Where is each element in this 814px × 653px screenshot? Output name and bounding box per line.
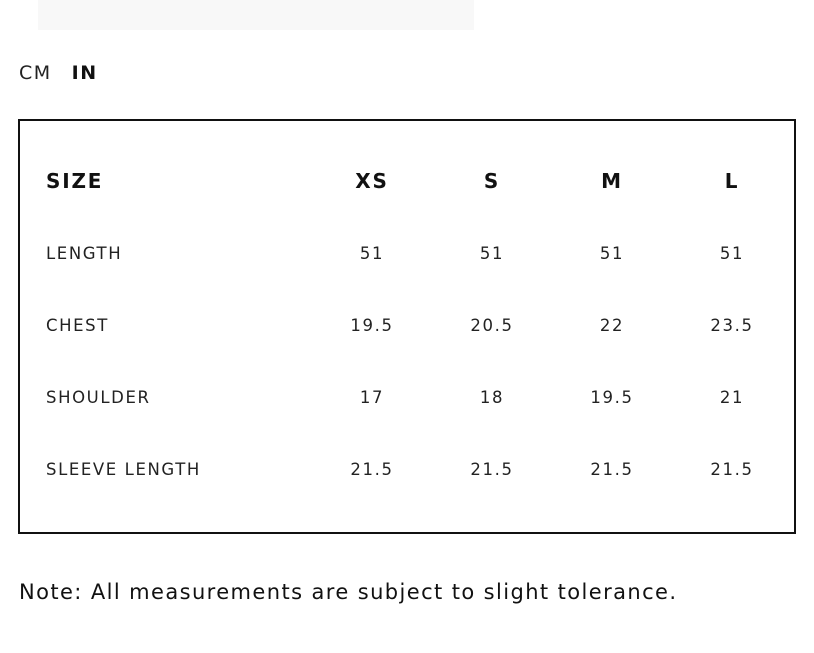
table-cell: 17	[359, 387, 385, 407]
top-placeholder-strip	[38, 0, 474, 30]
tolerance-note: Note: All measurements are subject to slight tolerance.	[19, 580, 678, 604]
size-header-l: L	[724, 169, 740, 193]
table-cell: 21.5	[470, 459, 514, 479]
table-cell: 19.5	[350, 315, 394, 335]
size-header-label: SIZE	[46, 169, 104, 193]
table-cell: 21.5	[350, 459, 394, 479]
table-cell: 19.5	[590, 387, 634, 407]
table-row	[46, 361, 792, 433]
table-cell: 22	[599, 315, 625, 335]
unit-toggle	[19, 61, 98, 85]
table-cell: 21.5	[710, 459, 754, 479]
row-label-shoulder: SHOULDER	[46, 387, 151, 407]
table-cell: 18	[479, 387, 505, 407]
table-row	[46, 433, 792, 505]
size-header-row	[46, 145, 792, 217]
size-header-m: M	[601, 169, 623, 193]
table-cell: 51	[719, 243, 745, 263]
table-cell: 51	[479, 243, 505, 263]
row-label-chest: CHEST	[46, 315, 109, 335]
row-label-sleeve-length: SLEEVE LENGTH	[46, 459, 201, 479]
unit-option-in[interactable]: IN	[71, 62, 98, 84]
row-label-length: LENGTH	[46, 243, 123, 263]
table-cell: 51	[599, 243, 625, 263]
size-header-xs: XS	[355, 169, 389, 193]
size-chart-box	[18, 119, 796, 534]
size-header-s: S	[483, 169, 501, 193]
table-cell: 51	[359, 243, 385, 263]
size-chart-table	[46, 145, 792, 505]
table-cell: 23.5	[710, 315, 754, 335]
table-row	[46, 217, 792, 289]
table-row	[46, 289, 792, 361]
table-cell: 21.5	[590, 459, 634, 479]
table-cell: 21	[719, 387, 745, 407]
table-cell: 20.5	[470, 315, 514, 335]
unit-option-cm[interactable]: CM	[19, 62, 52, 84]
